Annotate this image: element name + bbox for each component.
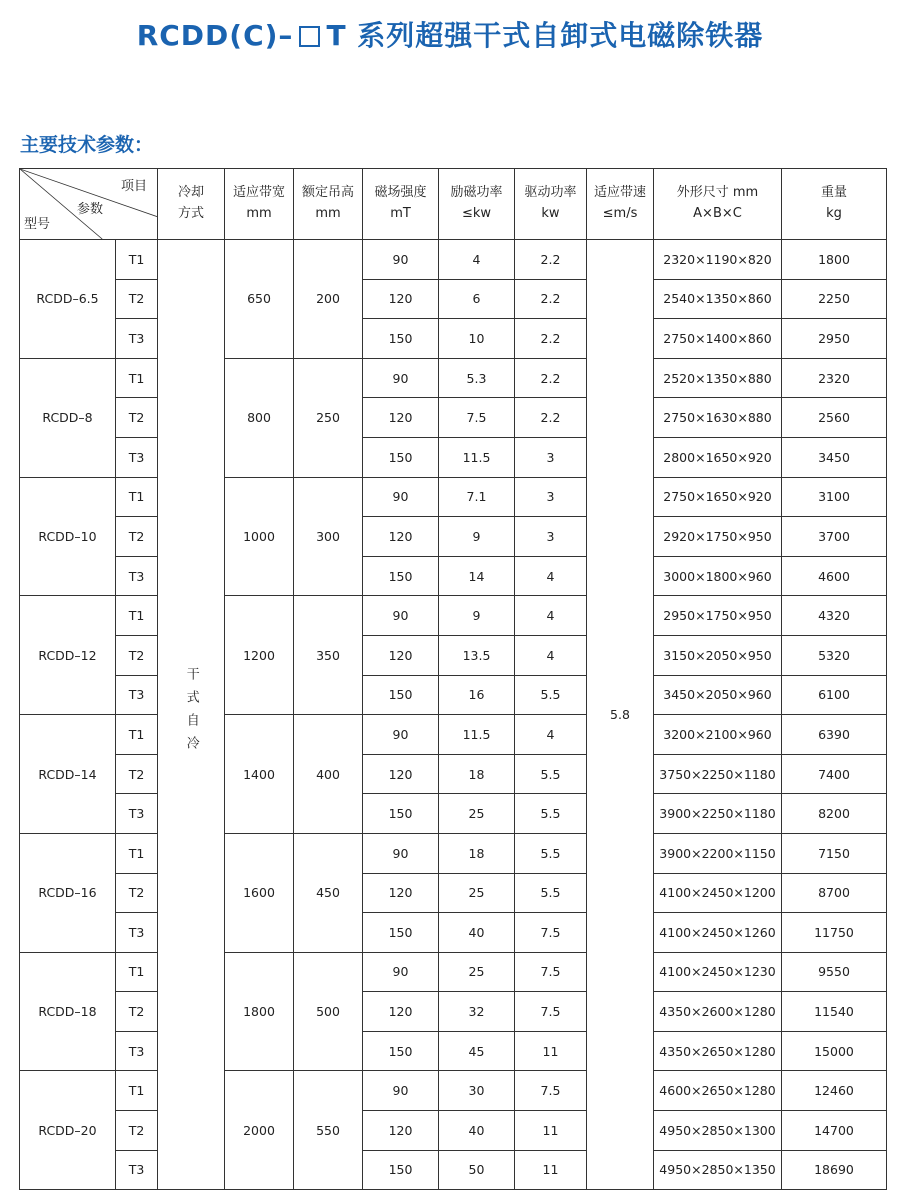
field-cell: 90 <box>363 715 439 755</box>
field-cell: 90 <box>363 952 439 992</box>
excitation-cell: 6 <box>439 279 515 319</box>
excitation-cell: 5.3 <box>439 358 515 398</box>
table-row <box>20 873 887 913</box>
type-cell: T3 <box>116 319 158 359</box>
drive-cell: 5.5 <box>515 754 587 794</box>
type-cell: T1 <box>116 477 158 517</box>
field-cell: 90 <box>363 358 439 398</box>
header-drive-line1: 驱动功率 <box>524 185 577 201</box>
field-cell: 120 <box>363 279 439 319</box>
table-row <box>20 675 887 715</box>
excitation-cell: 10 <box>439 319 515 359</box>
type-cell: T1 <box>116 715 158 755</box>
dimensions-cell: 3200×2100×960 <box>654 715 782 755</box>
weight-cell: 2320 <box>782 358 887 398</box>
height-cell: 250 <box>294 358 363 477</box>
drive-cell: 4 <box>515 596 587 636</box>
table-row <box>20 596 887 636</box>
beltwidth-cell: 650 <box>225 240 294 359</box>
table-row <box>20 833 887 873</box>
type-cell: T3 <box>116 913 158 953</box>
page-title <box>0 14 900 54</box>
dimensions-cell: 3750×2250×1180 <box>654 754 782 794</box>
type-cell: T2 <box>116 517 158 557</box>
dimensions-cell: 4950×2850×1350 <box>654 1150 782 1190</box>
height-cell: 400 <box>294 715 363 834</box>
model-cell: RCDD–6.5 <box>20 240 116 359</box>
field-cell: 120 <box>363 873 439 913</box>
beltwidth-cell: 1600 <box>225 833 294 952</box>
header-excitation-line2: ≤kw <box>461 206 492 221</box>
excitation-cell: 7.1 <box>439 477 515 517</box>
diagonal-header-cell <box>20 169 158 240</box>
weight-cell: 4320 <box>782 596 887 636</box>
header-weight-line1: 重量 <box>820 185 847 201</box>
field-cell: 120 <box>363 992 439 1032</box>
field-cell: 90 <box>363 240 439 280</box>
field-cell: 120 <box>363 1111 439 1151</box>
beltwidth-cell: 800 <box>225 358 294 477</box>
header-height <box>294 169 363 240</box>
model-cell: RCDD–18 <box>20 952 116 1071</box>
drive-cell: 7.5 <box>515 952 587 992</box>
table-row <box>20 556 887 596</box>
drive-cell: 2.2 <box>515 398 587 438</box>
dimensions-cell: 2750×1650×920 <box>654 477 782 517</box>
header-field <box>363 169 439 240</box>
weight-cell: 12460 <box>782 1071 887 1111</box>
field-cell: 120 <box>363 635 439 675</box>
table-row <box>20 358 887 398</box>
type-cell: T2 <box>116 754 158 794</box>
type-cell: T3 <box>116 1031 158 1071</box>
header-beltwidth-line1: 适应带宽 <box>232 185 285 201</box>
header-excitation <box>439 169 515 240</box>
dimensions-cell: 2520×1350×880 <box>654 358 782 398</box>
header-row <box>20 169 887 240</box>
field-cell: 150 <box>363 1150 439 1190</box>
excitation-cell: 30 <box>439 1071 515 1111</box>
dimensions-cell: 4100×2450×1230 <box>654 952 782 992</box>
drive-cell: 2.2 <box>515 319 587 359</box>
dimensions-cell: 4950×2850×1300 <box>654 1111 782 1151</box>
table-row <box>20 754 887 794</box>
table-row <box>20 1150 887 1190</box>
dimensions-cell: 3900×2250×1180 <box>654 794 782 834</box>
weight-cell: 2950 <box>782 319 887 359</box>
speed-cell: 5.8 <box>587 240 654 1190</box>
excitation-cell: 25 <box>439 873 515 913</box>
excitation-cell: 18 <box>439 833 515 873</box>
excitation-cell: 18 <box>439 754 515 794</box>
header-cooling <box>158 169 225 240</box>
model-cell: RCDD–10 <box>20 477 116 596</box>
model-cell: RCDD–14 <box>20 715 116 834</box>
excitation-cell: 40 <box>439 1111 515 1151</box>
dimensions-cell: 4100×2450×1260 <box>654 913 782 953</box>
weight-cell: 8700 <box>782 873 887 913</box>
beltwidth-cell: 1200 <box>225 596 294 715</box>
field-cell: 150 <box>363 675 439 715</box>
field-cell: 150 <box>363 319 439 359</box>
header-speed-line2: ≤m/s <box>602 206 638 221</box>
header-param-label: 参数 <box>77 202 104 217</box>
type-cell: T1 <box>116 833 158 873</box>
cooling-cell <box>158 240 225 1190</box>
height-cell: 550 <box>294 1071 363 1190</box>
header-speed-line1: 适应带速 <box>593 185 646 201</box>
field-cell: 150 <box>363 437 439 477</box>
table-row <box>20 794 887 834</box>
type-cell: T2 <box>116 635 158 675</box>
header-dimensions-line1: 外形尺寸 mm <box>676 185 759 201</box>
dimensions-cell: 4100×2450×1200 <box>654 873 782 913</box>
dimensions-cell: 3450×2050×960 <box>654 675 782 715</box>
dimensions-cell: 3900×2200×1150 <box>654 833 782 873</box>
table-row <box>20 240 887 280</box>
excitation-cell: 25 <box>439 952 515 992</box>
excitation-cell: 45 <box>439 1031 515 1071</box>
type-cell: T1 <box>116 596 158 636</box>
table-row <box>20 952 887 992</box>
excitation-cell: 32 <box>439 992 515 1032</box>
weight-cell: 7150 <box>782 833 887 873</box>
header-beltwidth-line2: mm <box>246 206 272 221</box>
header-item-label: 项目 <box>120 179 147 194</box>
header-weight-line2: kg <box>826 206 842 221</box>
field-cell: 90 <box>363 477 439 517</box>
cooling-value: 干式自冷 <box>183 667 199 760</box>
beltwidth-cell: 1800 <box>225 952 294 1071</box>
header-weight <box>782 169 887 240</box>
table-row <box>20 635 887 675</box>
excitation-cell: 9 <box>439 596 515 636</box>
excitation-cell: 40 <box>439 913 515 953</box>
weight-cell: 2250 <box>782 279 887 319</box>
header-height-line2: mm <box>315 206 341 221</box>
table-row <box>20 715 887 755</box>
weight-cell: 15000 <box>782 1031 887 1071</box>
weight-cell: 6100 <box>782 675 887 715</box>
beltwidth-cell: 2000 <box>225 1071 294 1190</box>
header-field-line1: 磁场强度 <box>374 185 427 201</box>
drive-cell: 5.5 <box>515 833 587 873</box>
table-row <box>20 319 887 359</box>
drive-cell: 4 <box>515 556 587 596</box>
drive-cell: 7.5 <box>515 992 587 1032</box>
drive-cell: 4 <box>515 635 587 675</box>
weight-cell: 11540 <box>782 992 887 1032</box>
drive-cell: 5.5 <box>515 794 587 834</box>
drive-cell: 3 <box>515 517 587 557</box>
weight-cell: 11750 <box>782 913 887 953</box>
field-cell: 150 <box>363 1031 439 1071</box>
dimensions-cell: 3000×1800×960 <box>654 556 782 596</box>
height-cell: 500 <box>294 952 363 1071</box>
weight-cell: 7400 <box>782 754 887 794</box>
excitation-cell: 16 <box>439 675 515 715</box>
weight-cell: 3450 <box>782 437 887 477</box>
dimensions-cell: 2320×1190×820 <box>654 240 782 280</box>
drive-cell: 11 <box>515 1031 587 1071</box>
field-cell: 120 <box>363 398 439 438</box>
model-cell: RCDD–12 <box>20 596 116 715</box>
model-cell: RCDD–8 <box>20 358 116 477</box>
square-placeholder-icon <box>299 26 320 47</box>
dimensions-cell: 4350×2600×1280 <box>654 992 782 1032</box>
type-cell: T2 <box>116 873 158 913</box>
excitation-cell: 14 <box>439 556 515 596</box>
section-heading: 主要技术参数： <box>20 134 154 156</box>
table-row <box>20 437 887 477</box>
weight-cell: 4600 <box>782 556 887 596</box>
type-cell: T2 <box>116 992 158 1032</box>
field-cell: 90 <box>363 1071 439 1111</box>
drive-cell: 2.2 <box>515 240 587 280</box>
weight-cell: 5320 <box>782 635 887 675</box>
drive-cell: 11 <box>515 1111 587 1151</box>
dimensions-cell: 4350×2650×1280 <box>654 1031 782 1071</box>
drive-cell: 4 <box>515 715 587 755</box>
weight-cell: 2560 <box>782 398 887 438</box>
table-row <box>20 1111 887 1151</box>
field-cell: 90 <box>363 833 439 873</box>
height-cell: 300 <box>294 477 363 596</box>
dimensions-cell: 2950×1750×950 <box>654 596 782 636</box>
header-dimensions-line2: A×B×C <box>693 206 742 221</box>
header-excitation-line1: 励磁功率 <box>450 185 503 201</box>
table-row <box>20 1071 887 1111</box>
title-prefix: RCDD(C)– <box>136 19 294 52</box>
dimensions-cell: 2540×1350×860 <box>654 279 782 319</box>
field-cell: 120 <box>363 754 439 794</box>
header-field-line2: mT <box>390 206 411 221</box>
model-cell: RCDD–20 <box>20 1071 116 1190</box>
type-cell: T2 <box>116 279 158 319</box>
drive-cell: 2.2 <box>515 358 587 398</box>
model-cell: RCDD–16 <box>20 833 116 952</box>
drive-cell: 2.2 <box>515 279 587 319</box>
beltwidth-cell: 1000 <box>225 477 294 596</box>
spec-table <box>19 168 887 1190</box>
dimensions-cell: 3150×2050×950 <box>654 635 782 675</box>
table-row <box>20 398 887 438</box>
height-cell: 350 <box>294 596 363 715</box>
beltwidth-cell: 1400 <box>225 715 294 834</box>
type-cell: T3 <box>116 794 158 834</box>
type-cell: T2 <box>116 398 158 438</box>
header-speed <box>587 169 654 240</box>
drive-cell: 3 <box>515 437 587 477</box>
header-height-line1: 额定吊高 <box>301 185 354 201</box>
drive-cell: 5.5 <box>515 873 587 913</box>
field-cell: 120 <box>363 517 439 557</box>
excitation-cell: 7.5 <box>439 398 515 438</box>
excitation-cell: 9 <box>439 517 515 557</box>
type-cell: T3 <box>116 437 158 477</box>
header-dimensions <box>654 169 782 240</box>
header-beltwidth <box>225 169 294 240</box>
type-cell: T2 <box>116 1111 158 1151</box>
excitation-cell: 25 <box>439 794 515 834</box>
drive-cell: 11 <box>515 1150 587 1190</box>
drive-cell: 3 <box>515 477 587 517</box>
type-cell: T3 <box>116 1150 158 1190</box>
table-row <box>20 279 887 319</box>
weight-cell: 3100 <box>782 477 887 517</box>
field-cell: 150 <box>363 556 439 596</box>
excitation-cell: 50 <box>439 1150 515 1190</box>
height-cell: 200 <box>294 240 363 359</box>
title-suffix: T 系列超强干式自卸式电磁除铁器 <box>326 19 764 52</box>
weight-cell: 1800 <box>782 240 887 280</box>
type-cell: T1 <box>116 240 158 280</box>
header-drive-line2: kw <box>541 206 560 221</box>
weight-cell: 9550 <box>782 952 887 992</box>
field-cell: 150 <box>363 913 439 953</box>
dimensions-cell: 2800×1650×920 <box>654 437 782 477</box>
type-cell: T3 <box>116 675 158 715</box>
dimensions-cell: 4600×2650×1280 <box>654 1071 782 1111</box>
height-cell: 450 <box>294 833 363 952</box>
excitation-cell: 11.5 <box>439 715 515 755</box>
drive-cell: 7.5 <box>515 913 587 953</box>
table-row <box>20 913 887 953</box>
header-drive <box>515 169 587 240</box>
weight-cell: 6390 <box>782 715 887 755</box>
drive-cell: 5.5 <box>515 675 587 715</box>
dimensions-cell: 2920×1750×950 <box>654 517 782 557</box>
table-row <box>20 517 887 557</box>
table-row <box>20 477 887 517</box>
excitation-cell: 13.5 <box>439 635 515 675</box>
header-cooling-line1: 冷却 <box>177 185 204 201</box>
spec-table-body <box>20 169 887 1190</box>
type-cell: T1 <box>116 358 158 398</box>
field-cell: 150 <box>363 794 439 834</box>
type-cell: T1 <box>116 1071 158 1111</box>
table-row <box>20 1031 887 1071</box>
excitation-cell: 4 <box>439 240 515 280</box>
weight-cell: 3700 <box>782 517 887 557</box>
header-model-label: 型号 <box>24 217 51 232</box>
dimensions-cell: 2750×1400×860 <box>654 319 782 359</box>
table-row <box>20 992 887 1032</box>
header-cooling-line2: 方式 <box>177 206 204 221</box>
excitation-cell: 11.5 <box>439 437 515 477</box>
drive-cell: 7.5 <box>515 1071 587 1111</box>
type-cell: T1 <box>116 952 158 992</box>
weight-cell: 14700 <box>782 1111 887 1151</box>
type-cell: T3 <box>116 556 158 596</box>
field-cell: 90 <box>363 596 439 636</box>
weight-cell: 8200 <box>782 794 887 834</box>
dimensions-cell: 2750×1630×880 <box>654 398 782 438</box>
weight-cell: 18690 <box>782 1150 887 1190</box>
